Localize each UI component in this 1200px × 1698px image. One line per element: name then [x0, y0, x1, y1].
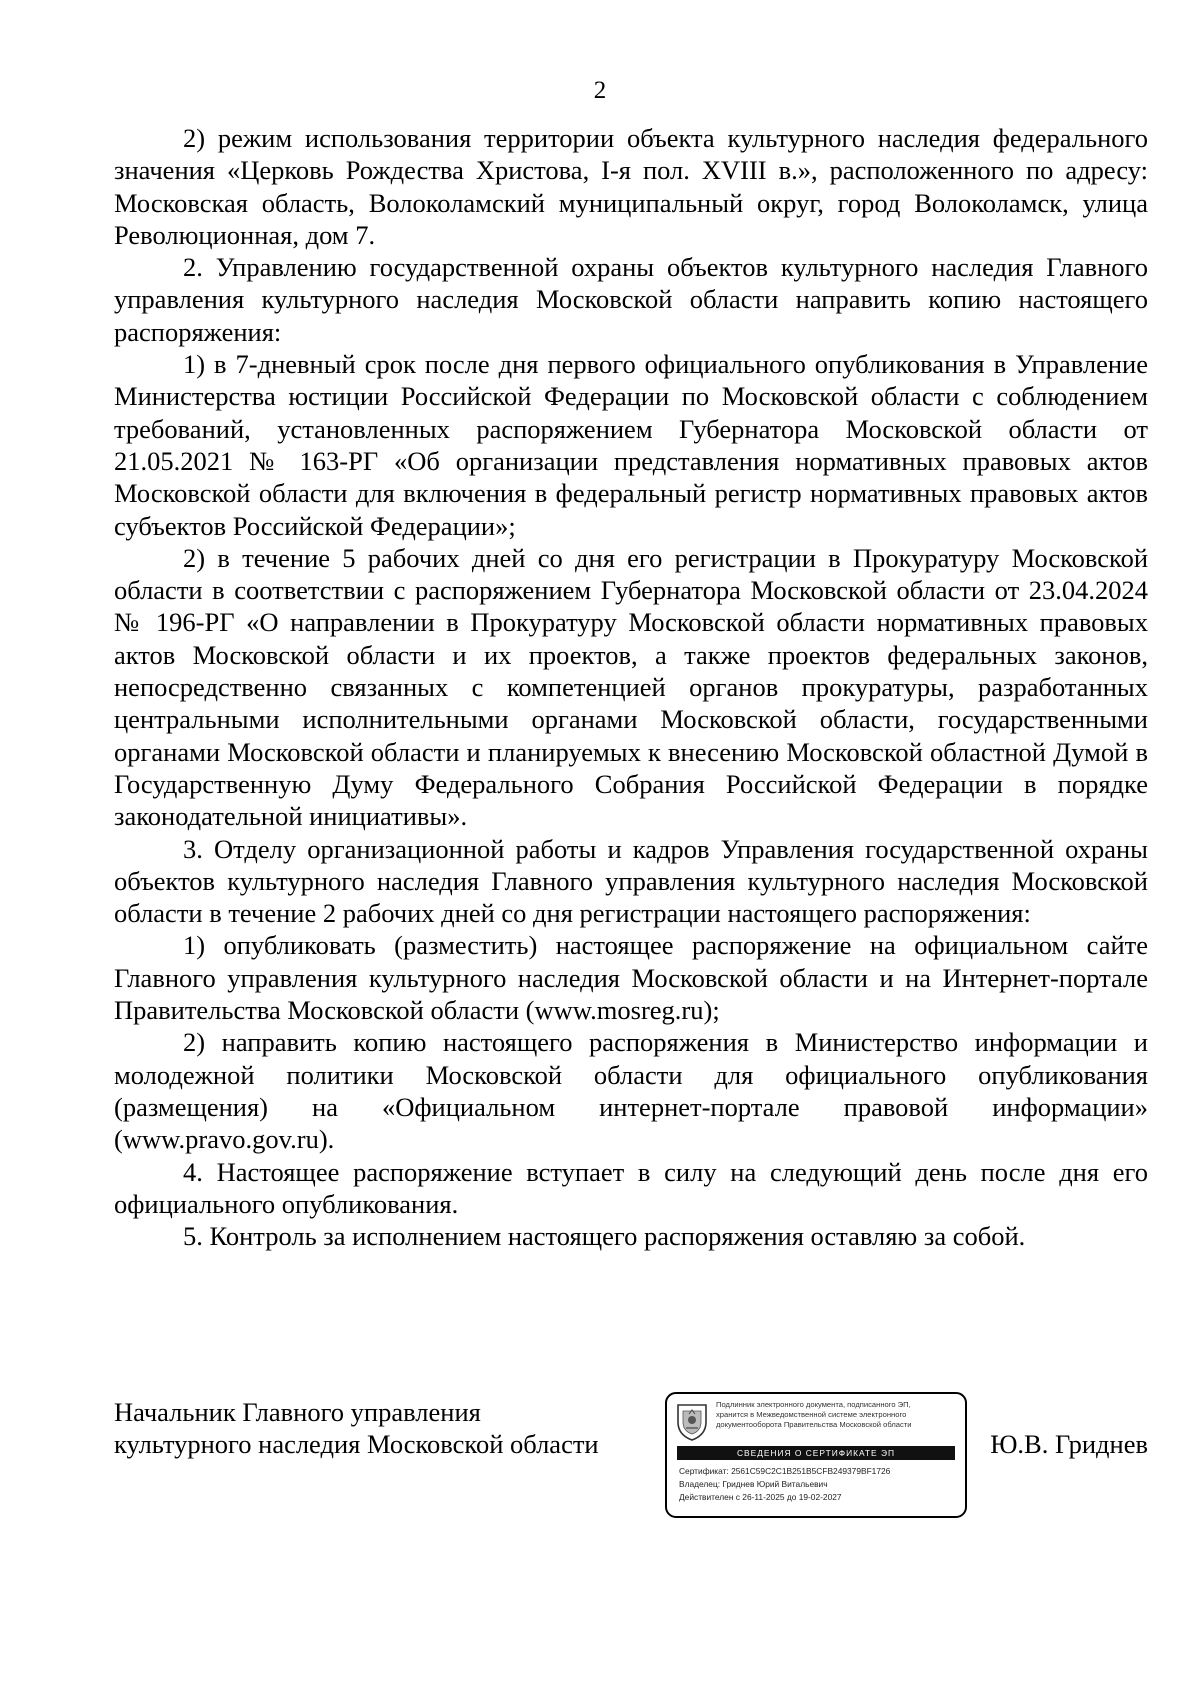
electronic-signature-stamp — [665, 1392, 967, 1518]
paragraph-3: 1) в 7-дневный срок после дня первого официального опубликования в Управление Министерства юстиции Российской Федерации по Московской области с соблюдением требований, установленных распоряжением Губернатора Московской области от 21.05.2021 № 163-РГ «Об организации представления нормативных правовых актов Московской области для включения в федеральный регистр нормативных правовых актов субъектов Российской Федерации»; — [114, 349, 1148, 541]
paragraph-7: 2) направить копию настоящего распоряжения в Министерство информации и молодежной политики Московской области для официального опубликования (размещения) на «Официальном интернет-портале правовой информации» (www.pravo.gov.ru). — [114, 1027, 1148, 1155]
stamp-validity: Действителен с 26-11-2025 до 19-02-2027 — [679, 1492, 842, 1502]
signatory-position-line-1: Начальник Главного управления — [114, 1397, 481, 1427]
stamp-header: СВЕДЕНИЯ О СЕРТИФИКАТЕ ЭП — [677, 1446, 955, 1460]
paragraph-6: 1) опубликовать (разместить) настоящее распоряжение на официальном сайте Главного управления культурного наследия Московской области и на Интернет-портале Правительства Московской области (www.mosreg.ru); — [114, 930, 1148, 1026]
paragraph-5: 3. Отделу организационной работы и кадров Управления государственной охраны объектов культурного наследия Главного управления культурного наследия Московской области в течение 2 рабочих дней со дня регистрации настоящего распоряжения: — [114, 833, 1148, 929]
paragraph-1: 2) режим использования территории объекта культурного наследия федерального значения «Церковь Рождества Христова, I-я пол. XVIII в.», расположенного по адресу: Московская область, Волоколамский муниципальный округ, город Волоколамск, улица Революционная, дом 7. — [114, 123, 1148, 250]
stamp-owner: Владелец: Гриднев Юрий Витальевич — [679, 1479, 828, 1489]
signatory-position-line-2: культурного наследия Московской области — [114, 1429, 599, 1460]
signatory-position — [114, 1396, 599, 1461]
page-number: 2 — [593, 77, 607, 104]
signatory-name: Ю.В. Гриднев — [990, 1429, 1148, 1459]
document-body — [114, 122, 1148, 1252]
signature-block — [114, 1392, 1148, 1542]
paragraph-8: 4. Настоящее распоряжение вступает в силу на следующий день после дня его официального опубликования. — [114, 1156, 1148, 1219]
stamp-certificate: Сертификат: 2561C59C2C1B251B5CFB249379BF1726 — [679, 1466, 891, 1476]
paragraph-9: 5. Контроль за исполнением настоящего распоряжения оставляю за собой. — [183, 1221, 1026, 1252]
paragraph-4: 2) в течение 5 рабочих дней со дня его регистрации в Прокуратуру Московской области в соответствии с распоряжением Губернатора Московской области от 23.04.2024 № 196-РГ «О направлении в Прокуратуру Московской области нормативных правовых актов Московской области и их проектов, а также проектов федеральных законов, непосредственно связанных с компетенцией органов прокуратуры, разработанных центральными исполнительными органами Московской области, государственными органами Московской области и планируемых к внесению Московской областной Думой в Государственную Думу Федерального Собрания Российской Федерации в порядке законодательной инициативы». — [114, 542, 1148, 832]
stamp-note: Подлинник электронного документа, подписанного ЭП, хранится в Межведомственной системе электронного документооборота Правительства Московской области — [716, 1400, 912, 1429]
coat-of-arms-icon — [675, 1402, 709, 1442]
paragraph-2: 2. Управлению государственной охраны объектов культурного наследия Главного управления культурного наследия Московской области направить копию настоящего распоряжения: — [114, 252, 1148, 347]
